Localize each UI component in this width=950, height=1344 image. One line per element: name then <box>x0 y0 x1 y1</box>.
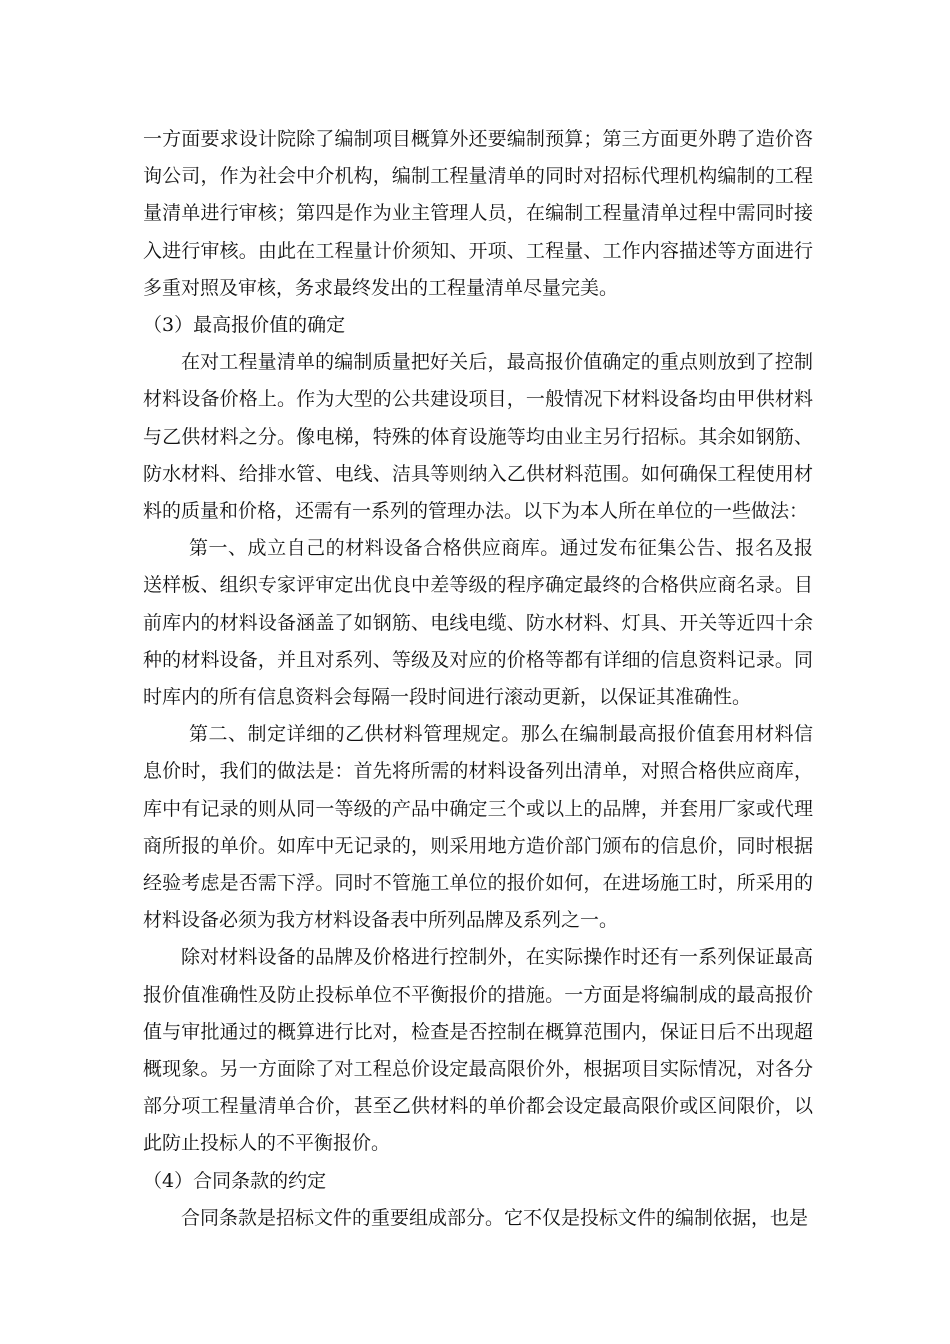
section-heading-3: （3）最高报价值的确定 <box>143 314 346 337</box>
document-body <box>143 121 813 1237</box>
paragraph-continuation: 一方面要求设计院除了编制项目概算外还要编制预算；第三方面更外聘了造价咨询公司，作为社会中介机构，编制工程量清单的同时对招标代理机构编制的工程量清单进行审核；第四是作为业主管理人员，在编制工程量清单过程中需同时接入进行审核。由此在工程量计价须知、开项、工程量、工作内容描述等方面进行多重对照及审核，务求最终发出的工程量清单尽量完美。 <box>143 128 813 299</box>
section-heading-4: （4）合同条款的约定 <box>143 1169 327 1192</box>
paragraph-unbalanced-bid: 除对材料设备的品牌及价格进行控制外，在实际操作时还有一系列保证最高报价值准确性及防止投标单位不平衡报价的措施。一方面是将编制成的最高报价值与审批通过的概算进行比对，检查是否控制在概算范围内，保证日后不出现超概现象。另一方面除了对工程总价设定最高限价外，根据项目实际情况，对各分部分项工程量清单合价，甚至乙供材料的单价都会设定最高限价或区间限价，以此防止投标人的不平衡报价。 <box>143 946 813 1155</box>
paragraph-supplier-library: 第一、成立自己的材料设备合格供应商库。通过发布征集公告、报名及报送样板、组织专家评审定出优良中差等级的程序确定最终的合格供应商名录。目前库内的材料设备涵盖了如钢筋、电线电缆、防水材料、灯具、开关等近四十余种的材料设备，并且对系列、等级及对应的价格等都有详细的信息资料记录。同时库内的所有信息资料会每隔一段时间进行滚动更新，以保证其准确性。 <box>143 537 813 709</box>
paragraph-price-control: 在对工程量清单的编制质量把好关后，最高报价值确定的重点则放到了控制材料设备价格上。作为大型的公共建设项目，一般情况下材料设备均由甲供材料与乙供材料之分。像电梯，特殊的体育设施等均由业主另行招标。其余如钢筋、防水材料、给排水管、电线、洁具等则纳入乙供材料范围。如何确保工程使用材料的质量和价格，还需有一系列的管理办法。以下为本人所在单位的一些做法： <box>143 351 813 523</box>
paragraph-contract-terms: 合同条款是招标文件的重要组成部分。它不仅是投标文件的编制依据，也是 <box>181 1206 809 1229</box>
paragraph-material-rules: 第二、制定详细的乙供材料管理规定。那么在编制最高报价值套用材料信息价时，我们的做法是：首先将所需的材料设备列出清单，对照合格供应商库，库中有记录的则从同一等级的产品中确定三个或以上的品牌，并套用厂家或代理商所报的单价。如库中无记录的，则采用地方造价部门颁布的信息价，同时根据经验考虑是否需下浮。同时不管施工单位的报价如何，在进场施工时，所采用的材料设备必须为我方材料设备表中所列品牌及系列之一。 <box>143 723 813 932</box>
